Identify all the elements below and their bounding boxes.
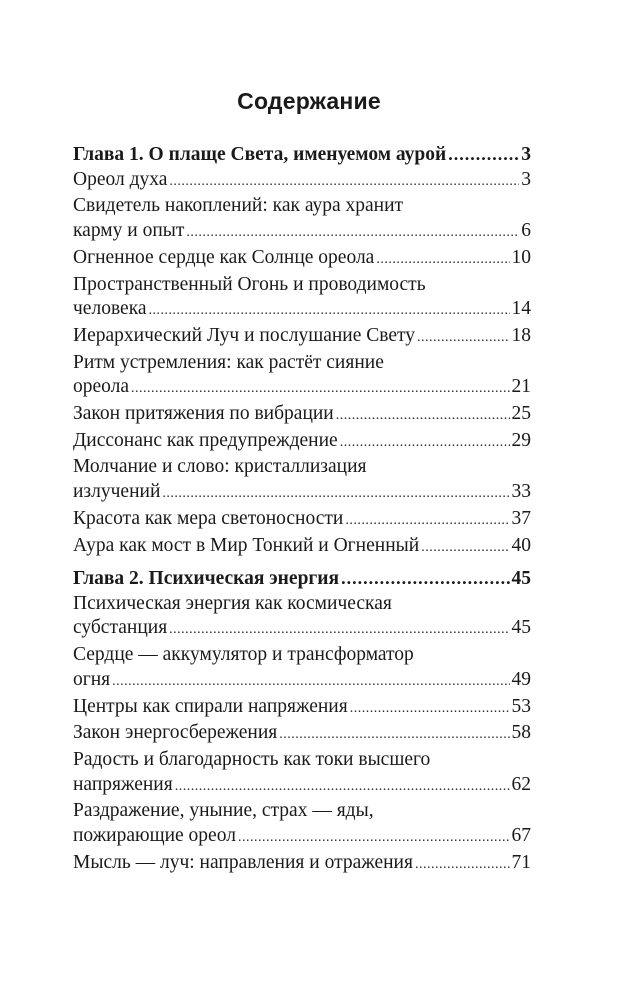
entry-title-line: Психическая энергия как космическая: [73, 592, 392, 614]
toc-entry[interactable]: [73, 748, 531, 799]
entry-title: Огненное сердце как Солнце ореола: [73, 246, 375, 268]
entry-title: человека: [73, 298, 147, 320]
entry-title-line: Пространственный Огонь и проводимость: [73, 273, 426, 295]
dot-leader: [340, 431, 510, 456]
toc-entry[interactable]: [73, 402, 531, 429]
page-number: 10: [511, 246, 531, 268]
dot-leader: [112, 670, 509, 695]
page-number: 3: [521, 144, 531, 165]
entry-title: напряжения: [73, 773, 173, 795]
entry-title-line: Молчание и слово: кристаллизация: [73, 456, 367, 478]
entry-title-line: Свидетель накоплений: как аура хранит: [73, 195, 404, 217]
page-number: 45: [511, 617, 531, 639]
entry-title: Мысль — луч: направления и отражения: [73, 851, 413, 873]
entry-title: Диссонанс как предупреждение: [73, 429, 338, 451]
toc-entry[interactable]: [73, 194, 531, 245]
toc-entry[interactable]: [73, 324, 531, 351]
page-number: 45: [511, 568, 531, 589]
toc-entry[interactable]: [73, 799, 531, 850]
dot-leader: [417, 326, 509, 351]
toc-entry[interactable]: [73, 168, 531, 195]
toc-entry[interactable]: [73, 246, 531, 273]
dot-leader: [186, 221, 519, 246]
page-number: 58: [511, 722, 531, 744]
entry-title: Ореол духа: [73, 168, 168, 190]
dot-leader: [345, 509, 509, 534]
dot-leader: [175, 775, 510, 800]
toc-entry[interactable]: [73, 643, 531, 694]
dot-leader: [149, 299, 510, 324]
dot-leader: [238, 826, 510, 851]
dot-leader: [279, 723, 509, 748]
page-number: 21: [511, 376, 531, 398]
entry-title: Центры как спирали напряжения: [73, 695, 348, 717]
entry-title-line: Сердце — аккумулятор и трансформатор: [73, 644, 414, 666]
page-number: 33: [511, 481, 531, 503]
entry-title: Аура как мост в Мир Тонкий и Огненный: [73, 534, 420, 556]
dot-leader: [350, 697, 510, 722]
page-number: 3: [521, 168, 531, 190]
page-title: Содержание: [237, 88, 381, 114]
dot-leader: [448, 142, 519, 167]
toc-chapter-1: [73, 142, 531, 560]
toc-entry[interactable]: [73, 507, 531, 534]
page-number: 62: [511, 773, 531, 795]
toc-entry[interactable]: [73, 721, 531, 748]
chapter-heading[interactable]: [73, 566, 531, 592]
entry-title: ореола: [73, 376, 130, 398]
toc-entry[interactable]: [73, 851, 531, 878]
chapter-heading[interactable]: [73, 142, 531, 168]
entry-title: Закон притяжения по вибрации: [73, 403, 334, 425]
entry-title-line: Раздражение, уныние, страх — яды,: [73, 800, 374, 822]
toc-entry[interactable]: [73, 695, 531, 722]
toc-entry[interactable]: [73, 351, 531, 402]
dot-leader: [169, 170, 519, 195]
entry-title: огня: [73, 668, 111, 690]
entry-title: Иерархический Луч и послушание Свету: [73, 324, 416, 346]
page-number: 71: [511, 851, 531, 873]
dot-leader: [169, 618, 509, 643]
page-number: 67: [511, 825, 531, 847]
dot-leader: [421, 536, 509, 561]
page-number: 25: [511, 403, 531, 425]
toc-chapter-2: [73, 566, 531, 877]
dot-leader: [376, 248, 509, 273]
page-number: 37: [511, 507, 531, 529]
entry-title: субстанция: [73, 617, 168, 639]
page-number: 6: [521, 220, 531, 242]
page-number: 14: [511, 298, 531, 320]
chapter-title: Глава 2. Психическая энергия: [73, 568, 340, 589]
entry-title-line: Ритм устремления: как растёт сияние: [73, 351, 384, 373]
dot-leader: [336, 404, 510, 429]
entry-title: пожирающие ореол: [73, 825, 236, 847]
entry-title: Закон энергосбережения: [73, 722, 278, 744]
entry-title: Красота как мера светоносности: [73, 507, 344, 529]
dot-leader: [341, 566, 509, 591]
dot-leader: [131, 377, 509, 402]
toc-entry[interactable]: [73, 273, 531, 324]
toc-entry[interactable]: [73, 592, 531, 643]
dot-leader: [162, 482, 509, 507]
entry-title: карму и опыт: [73, 220, 185, 242]
toc-entry[interactable]: [73, 429, 531, 456]
page-number: 18: [511, 324, 531, 346]
chapter-title: Глава 1. О плаще Света, именуемом аурой: [73, 144, 447, 165]
entry-title-line: Радость и благодарность как токи высшего: [73, 748, 431, 770]
page-number: 40: [511, 534, 531, 556]
page-number: 29: [511, 429, 531, 451]
toc-entry[interactable]: [73, 534, 531, 561]
entry-title: излучений: [73, 481, 161, 503]
page-number: 49: [511, 668, 531, 690]
page-number: 53: [511, 695, 531, 717]
toc-entry[interactable]: [73, 455, 531, 506]
dot-leader: [415, 853, 510, 878]
